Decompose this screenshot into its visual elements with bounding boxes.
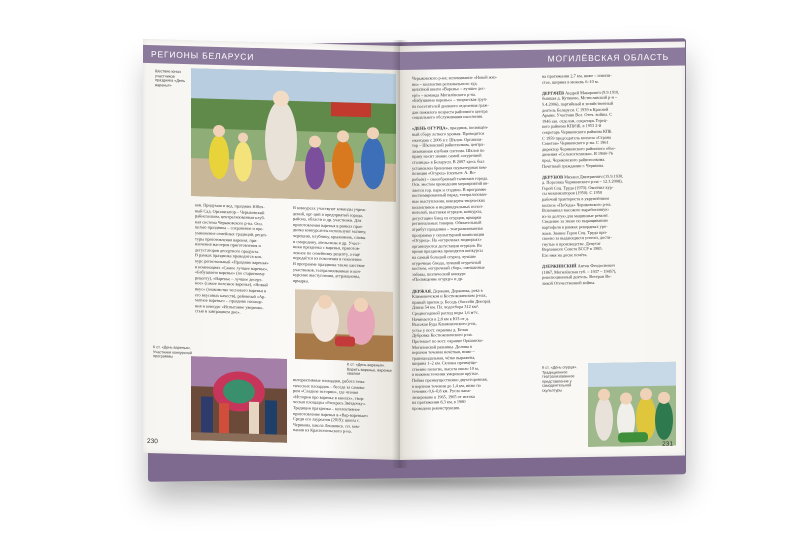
- right-text-column-2: на протяжении 2,7 км, ниже – извили- стое, ширина в межень 6–10 м. ДЕРГАЧЁВ Андрей Макарович (9.9.1910, бывшая д. Кутяково, Мстиславский р-н – 5.4.2006), партийный и хозяйственный деятель Беларуси. С 1939 в Красной Армии. Участник Вел. Отеч. войны. С 1946 зав. отделом, секретарь Горец- кого райкома КП(б)Б, в 1953 2-й секретарь Чериковского райкома КПБ. С 1959 председатель колхоза «Страна Советов» Чериковского р-на. С 1961 директор Чериковского районного объе- динения «Сельхозтехника». В 1968–76 пред. Чериковского райисполкома. Почётный гражданин г. Черикова. ДЕРУНОВ Михаил Дмитриевич (15.9.1930, д. Порсовка Чериковского р-на – 12.3.2008), Герой Соц. Труда (1970). Окончил кур- сы механизаторов (1950). С 1950 рабочий тракториста в укрупнённом колхозе «Победы» Чериковского р-на. Вспоминал высокого выработанную из-за долгую для машинные ремонт. Сведение за звено по выращиванию картофеля в рамках рекордных уро- жаев. Звание Героя Соц. Труда при- своено за выдающиеся успехи, дости- гнутые в производстве. Депутат Верховного Совета БССР в 1985. Его имя на доске почёта. ДЗЕРЖИНСКИЙ Антон Феодосиевич (1867, Могилёвская губ. – 1937 – 1945?), революционный деятель. Ветеран Ве- ликой Отечественной войны.: [542, 72, 624, 286]
- festival-photo-top-image: [191, 68, 396, 202]
- right-text-column-1: Черыковского р-на; вспоминание «Новой жиз- ни» – коллектив регионального худ. цитатной книги «Варенье – лучшее дес- ерт» – команда Могилёвского р-на. «Бабушкино варенье» – творческая груп- па посетителей дневного отделения граж- дан пожилого возраста районного центра социального обслуживания населения. «ДЕНЬ ОГУРЦА», праздник, посвящён- ный сбору летнего урожая. Проводится ежегодно с 2006 в г. Шклов. Организа- тор – Шкловский райисполком, центра- лизованная клубная система. Шклов по праву носит звание самой «огуречной столицы» в Беларуси. В 2007 здесь был установлен бронзовая скульптурная ком- позиция «Огурец» (скульпт. А. Во- робьёв) – своеобразный талисман города. Осн. местом проведения мероприятий яв- ляется гор. парк и стадион. В программе костюмированный парад, театрализован- ные выступления, концерты творческих коллективов и индивидуальных испол- нителей, выставки огурцов, конкурсы, дегустации блюд из огурцов, ярмарки региональных товаров. Обязательный атрибут праздника – театрализованная программа у скульптурной композиции «Огурец». На «огуречных подворьях» организуются дегустации огурцов. Во время праздника проводятся конкурсы на самый большой огурец, лучшие огуречные блюда, лучший огуречный костюм, «огуречный сбор», смешанные забавы, поэтический конкурс «Посвящение огурцу» и др. ДЕРЖАЯ, Держаня, Держанка, река в Климовичском и Костюковичском р-нах, правый приток р. Беседь (бассейн Днепра). Длина 54 км. Пл. водосбора 312 км². Среднегодовой расход воды 1,6 м³/с. Начинается в 2,8 км к ЮЗ от д. Высокая Буда Климовичского р-на, устье у пост. окраины д. Белая Дубровка Костюковичского р-на. Протекает по вост. окраине Оршанско- Могилевской равнины. Долина в верхнем течении нечёткая, ниже – трапецеидальная, чётко выражена, ширина 1–2 км. Склоны преимуще- ственно пологие, высота около 10 м, в нижнем течении умеренно крутые. Пойма преимущественно двухсторонняя, в верхнем течении до 1,4 км, ниже по течению 0,6–0,8 км. Русло кана- лизировано в 1965, 1965 от истока на протяжении 8,3 км, в 1980 проведена реконструкция.: [412, 74, 498, 411]
- left-text-column-2: В конкурсах участвуют команды учреж- дений, орг-ций и предприятий города, района, области и др. участники. Для приготовления варенья в рамках праз- дника конкурсанты используют малину, черешню, клубнику, крыжовник, сливы и смородину, апельсины и др. Участ- ники праздника с варенья, приготов- ленное по семейному рецепту, а ещё передаётся из поколения в поколение. В программе праздника также шествие участников, театрализованные и кон- курсные выступления, аттракционы, ярмарка.: [293, 205, 367, 284]
- entry-dzerzhinsky: ДЗЕРЖИНСКИЙ: [542, 263, 577, 269]
- left-mid-caption: К ст. «День варенья». Участники конкурсной программы: [153, 345, 193, 359]
- left-text-column-1: ков. Придуман и вед. праздник Юбоч- ный Сад. Организатор – Черыковский райисполком, централизованная клуб- ная система Черыковского р-на. Осн. целью праздника – сохранение и пре- умножение семейных традиций, рецеп- туры приготовления варенья, при- влечения мастеров приготовления и дегустаторов десертного продукта. В рамках праздника проводится кон- курс региональный «Праздник варенья» в номинациях «Самое лучшее варенье», «Бабушкино варенье» (по старинному рецепту), «Варенье – лучшее десерт- ное» (самое полезное варенье), «Новый вкус» (знакомство чеснокого варенья и его вкусовых качеств), районный «Ар- матное варенье» – праздник насыще- ния и конкурс «Испытание уверенно- стью в завтрашнем дне».: [195, 202, 269, 315]
- entry-derunov: ДЕРУНОВ: [542, 174, 564, 180]
- stage-performance-photo: [191, 356, 287, 443]
- left-text-column-3: интерактивные площадки, работа тема- тических площадок – беседа за самова- ром «Сладкие истории», где чтения «Истории про варенье в книгах», твор- ческая площадка «Раскрась Звёздочку». Традиции праздника – коллективное приготовление варенья в «Вар-вареньке» Среди его лауреатов (2019): школа г. Черикова, школа Лешнянск. пл. ком- пании из Краснопольского р-на.: [293, 377, 369, 434]
- jam-making-photo: [295, 289, 393, 362]
- left-page-number: 230: [147, 437, 158, 446]
- jam-making-photo-image: [295, 289, 393, 362]
- stage-performance-photo-image: [191, 356, 287, 443]
- left-page-header: РЕГИОНЫ БЕЛАРУСИ: [143, 45, 400, 70]
- right-page-header: МОГИЛЁВСКАЯ ОБЛАСТЬ: [400, 48, 685, 70]
- entry-den-ogurtsa: «ДЕНЬ ОГУРЦА»: [412, 125, 448, 132]
- left-page: [143, 39, 400, 460]
- festival-photo-top: [191, 68, 396, 202]
- left-top-caption: Шествие юных участников праздника «День варенья»: [155, 69, 186, 88]
- right-page: [400, 42, 685, 460]
- cucumber-festival-photo: [588, 362, 676, 447]
- entry-dergachev: ДЕРГАЧЁВ: [542, 90, 565, 96]
- cucumber-festival-photo-image: [588, 362, 676, 447]
- right-page-number: 231: [662, 440, 673, 448]
- entry-derzhaya: ДЕРЖАЯ: [412, 288, 431, 294]
- right-photo-caption: К ст. «День огурца». Традиционное театрализованное представление у самодеятельной скульптуры: [542, 365, 578, 393]
- left-right-caption: К ст. «День варенья». Варить варенье, варенье хвалим: [347, 362, 392, 377]
